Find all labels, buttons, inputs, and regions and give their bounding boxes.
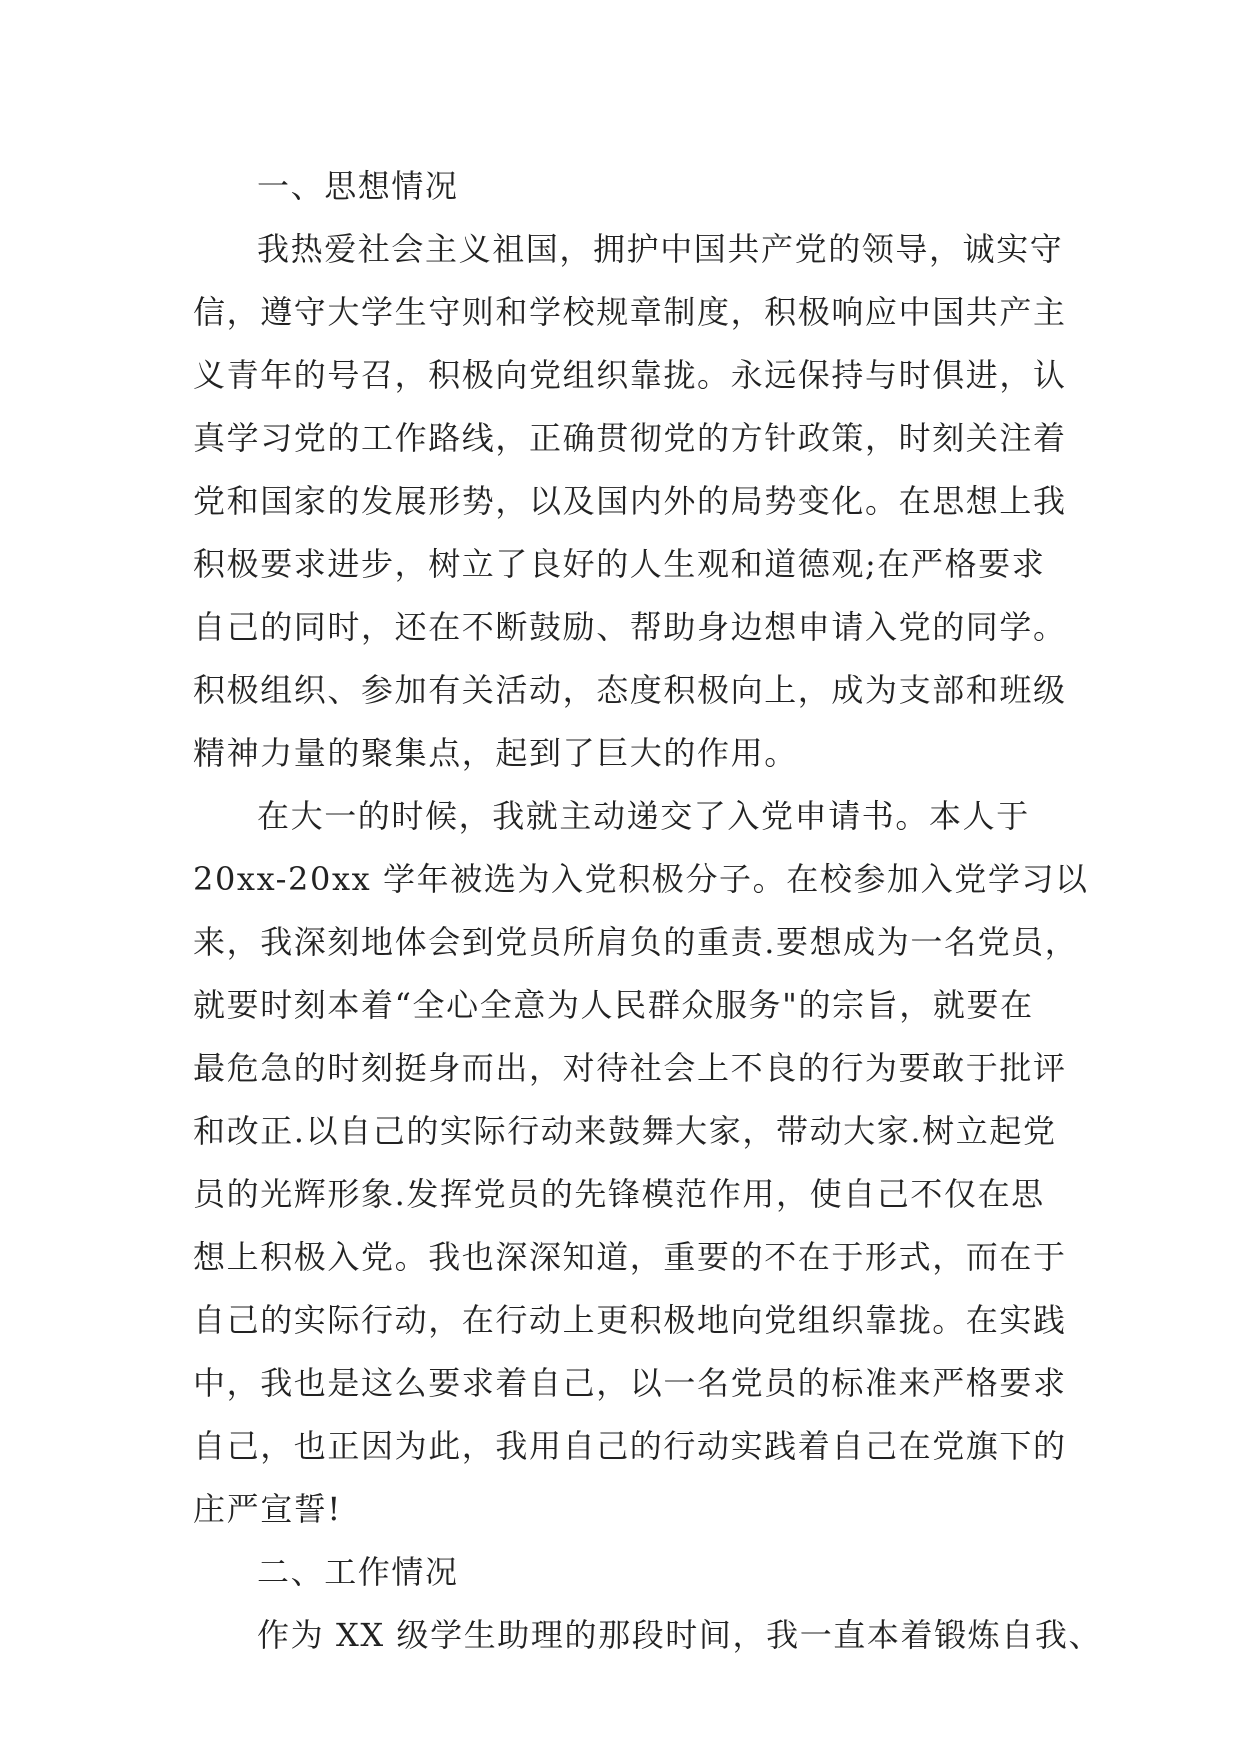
paragraph-line: 20xx-20xx 学年被选为入党积极分子。在校参加入党学习以	[193, 860, 1089, 898]
paragraph-line: 想上积极入党。我也深深知道，重要的不在于形式，而在于	[193, 1238, 1067, 1276]
section-heading-work: 二、工作情况	[257, 1553, 459, 1591]
paragraph-line: 自己的同时，还在不断鼓励、帮助身边想申请入党的同学。	[193, 608, 1067, 646]
paragraph-line: 最危急的时刻挺身而出，对待社会上不良的行为要敢于批评	[193, 1049, 1067, 1087]
paragraph-line: 在大一的时候，我就主动递交了入党申请书。本人于	[257, 797, 1030, 835]
paragraph-line: 党和国家的发展形势，以及国内外的局势变化。在思想上我	[193, 482, 1067, 520]
paragraph-line: 来，我深刻地体会到党员所肩负的重责.要想成为一名党员，	[193, 923, 1079, 961]
paragraph-line: 信，遵守大学生守则和学校规章制度，积极响应中国共产主	[193, 293, 1067, 331]
paragraph-line: 自己的实际行动，在行动上更积极地向党组织靠拢。在实践	[193, 1301, 1067, 1339]
paragraph-line: 精神力量的聚集点，起到了巨大的作用。	[193, 734, 798, 772]
paragraph-line: 庄严宣誓!	[193, 1490, 342, 1528]
paragraph-line: 积极要求进步，树立了良好的人生观和道德观;在严格要求	[193, 545, 1046, 583]
paragraph-line: 积极组织、参加有关活动，态度积极向上，成为支部和班级	[193, 671, 1067, 709]
section-heading-ideology: 一、思想情况	[257, 167, 459, 205]
paragraph-line: 义青年的号召，积极向党组织靠拢。永远保持与时俱进，认	[193, 356, 1067, 394]
paragraph-line: 自己，也正因为此，我用自己的行动实践着自己在党旗下的	[193, 1427, 1067, 1465]
paragraph-line: 就要时刻本着“全心全意为人民群众服务"的宗旨，就要在	[193, 986, 1034, 1024]
paragraph-line: 中，我也是这么要求着自己，以一名党员的标准来严格要求	[193, 1364, 1067, 1402]
paragraph-line: 员的光辉形象.发挥党员的先锋模范作用，使自己不仅在思	[193, 1175, 1045, 1213]
paragraph-line: 作为 XX 级学生助理的那段时间，我一直本着锻炼自我、	[257, 1616, 1103, 1654]
paragraph-line: 和改正.以自己的实际行动来鼓舞大家，带动大家.树立起党	[193, 1112, 1057, 1150]
paragraph-line: 我热爱社会主义祖国，拥护中国共产党的领导，诚实守	[257, 230, 1064, 268]
paragraph-line: 真学习党的工作路线，正确贯彻党的方针政策，时刻关注着	[193, 419, 1067, 457]
